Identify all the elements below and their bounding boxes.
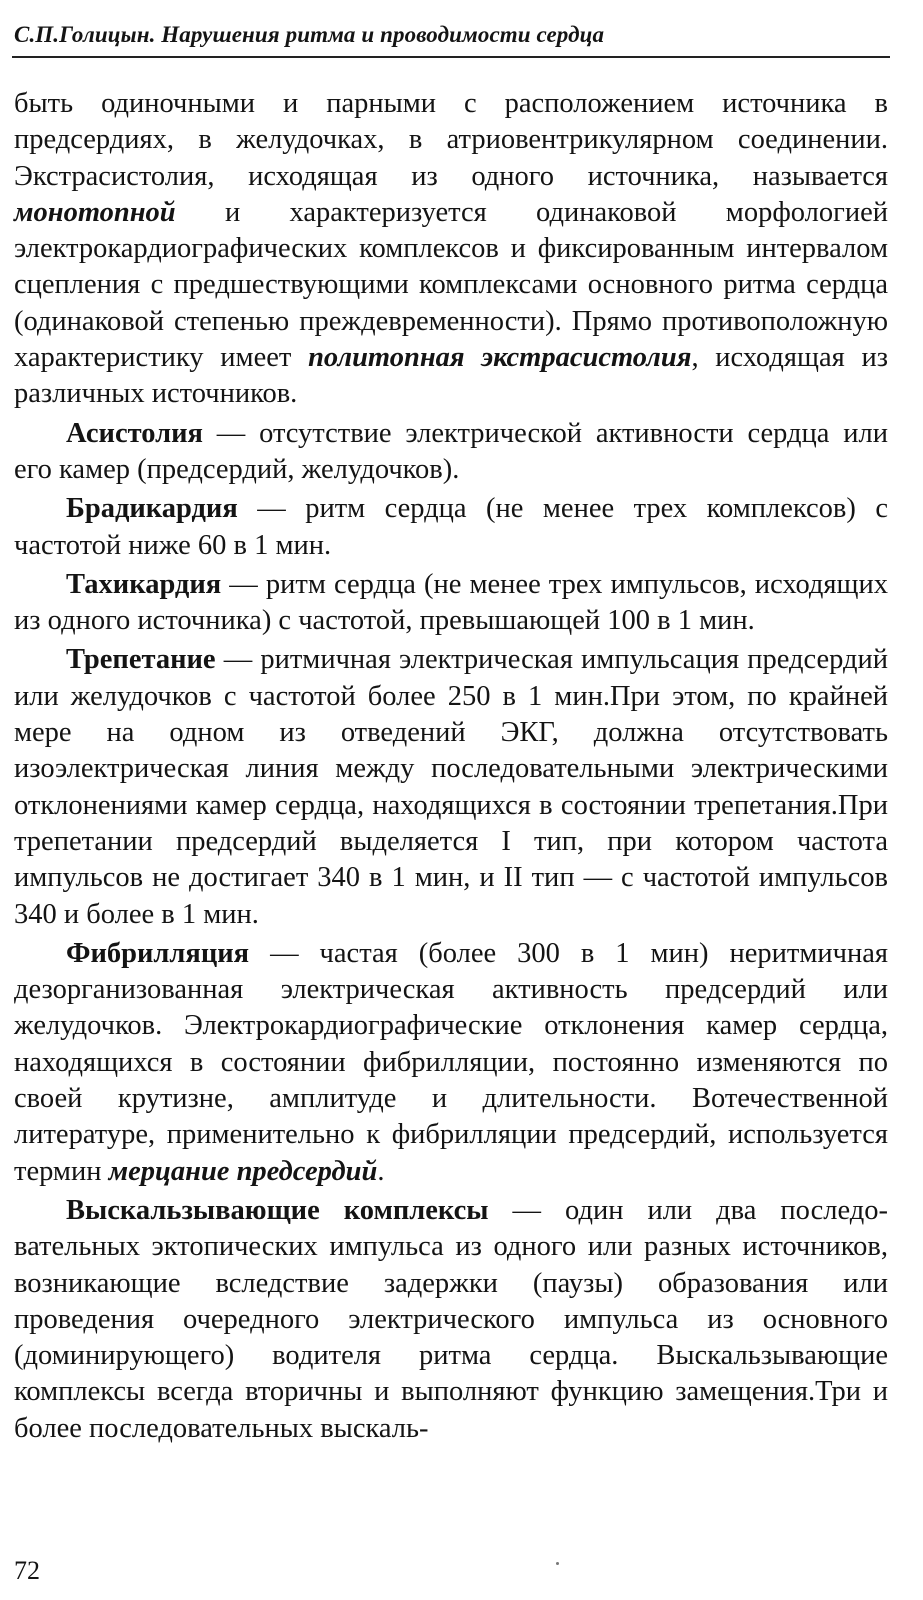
- paragraph-asystole: [14, 416, 888, 489]
- paragraph-flutter: [14, 642, 888, 932]
- print-speck: [556, 1562, 559, 1565]
- term-polytopic-extrasystole: политопная экстрасистолия: [308, 342, 692, 374]
- paragraph-extrasystole-continuation: [14, 86, 888, 413]
- paragraph-bradycardia: [14, 491, 888, 564]
- paragraph-text: — один или два последовательных эктопических импульса из одного или разных источников, возникающие вследствие задержки (паузы) образования или проведения очередного электрического импульса из основного (доминирующего) водителя ритма сердца. Выскальзывающие комплексы всегда вторичны и выполняют функцию замещения.Три и более последовательных выскаль-: [14, 1194, 888, 1444]
- paragraph-fibrillation: [14, 936, 888, 1190]
- paragraph-text: и характеризуется одинаковой морфологией электрокардиографических комплексов и фиксированным интервалом сцепления с предшествующими комплексами основного ритма сердца (одинаковой степенью преждевременности). Прямо противоположную характеристику имеет: [14, 196, 888, 374]
- paragraph-escape-complexes: [14, 1193, 888, 1447]
- paragraph-text: — ритм сердца (не менее трех импульсов, исходящих из одного источника) с частотой, превышающей 100 в 1 мин.: [14, 568, 888, 637]
- term-escape-complexes: Выскальзывающие комплексы: [66, 1194, 489, 1226]
- term-fibrillation: Фибрилляция: [66, 937, 250, 969]
- term-bradycardia: Брадикардия: [66, 493, 238, 525]
- paragraph-text: — отсутствие электрической активности сердца или его камер (предсердий, желудочков).: [14, 417, 888, 485]
- term-monotopic: монотопной: [14, 196, 176, 228]
- paragraph-text: .: [377, 1155, 385, 1187]
- term-tachycardia: Тахикардия: [66, 568, 222, 600]
- page-number: 72: [14, 1556, 40, 1585]
- paragraph-text: , исходящая из различных источников.: [14, 342, 888, 410]
- paragraph-text: — ритмичная электрическая импульсация предсердий или желудочков с частотой более 250 в 1 мин.При этом, по крайней мере на одном из отведений ЭКГ, должна отсутствовать изоэлектрическая линия между последовательными электрическими отклонениями камер сердца, находящихся в состоянии трепетания.При трепетании предсердий выделяется I тип, при котором частота импульсов не достигает 340 в 1 мин, и II тип — с частотой импульсов 340 и более в 1 мин.: [14, 644, 888, 930]
- body-text: [14, 86, 888, 1450]
- term-asystole: Асистолия: [66, 417, 203, 449]
- paragraph-text: — ритм сердца (не менее трех комплексов) с частотой ниже 60 в 1 мин.: [14, 493, 888, 561]
- paragraph-text: — частая (более 300 в 1 мин) неритмичная дезорганизованная электрическая активность предсердий или желудочков. Электрокардиографические отклонения камер сердца, находящихся в состоянии фибрилляции, постоянно изменяются по своей крутизне, амплитуде и длительности. Вотечественной литературе, применительно к фибрилляции предсердий, используется термин: [14, 937, 888, 1187]
- header-rule: [12, 56, 890, 58]
- paragraph-tachycardia: [14, 567, 888, 640]
- running-header: С.П.Голицын. Нарушения ритма и проводимости сердца: [14, 22, 605, 47]
- term-flutter: Трепетание: [66, 644, 216, 676]
- paragraph-text: быть одиночными и парными с расположением источника в предсердиях, в желудочках, в атриовентрикулярном соединении. Экстрасистолия, исходящая из одного источника, называется: [14, 88, 888, 192]
- term-atrial-flicker: мерцание предсердий: [108, 1155, 378, 1187]
